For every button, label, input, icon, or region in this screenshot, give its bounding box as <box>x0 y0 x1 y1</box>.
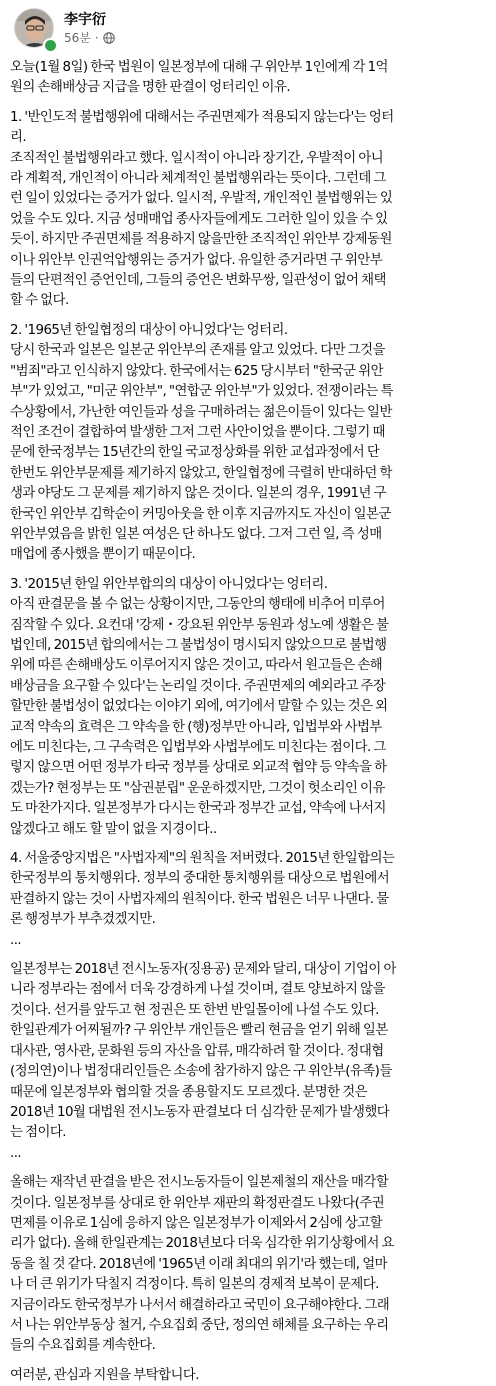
post-meta <box>64 29 115 46</box>
paragraph-this-year: 올해는 재작년 판결을 받은 전시노동자들이 일본제철의 재산을 매각할 것이다. 일본정부를 상대로 한 위안부 재판의 확정판결도 나왔다(주권 면제를 이유로 1심에 응하지 않은 일본정부가 이제와서 2심에 상고할 리가 없다). 올해 한일관계는 2018년보다 더욱 심각한 위기상황에서 요 동을 칠 것 같다. 2018년에 '1965년 이래 최대의 위기'라 했는데, 얼마 나 더 큰 위기가 닥칠지 걱정이다. 특히 일본의 경제적 보복이 문제다. 지금이라도 한국정부가 나서서 해결하라고 국민이 요구해야한다. 그래 서 나는 위안부동상 철거, 수요집회 중단, 정의연 해체를 요구하는 우리 들의 수요집회를 계속한다. <box>10 1175 394 1354</box>
paragraph-japan-response: 일본정부는 2018년 전시노동자(징용공) 문제와 달리, 대상이 기업이 아 니라 정부라는 점에서 더욱 강경하게 나설 것이며, 결토 양보하지 않을 것이다. 선거를 앞두고 현 정권은 또 한번 반일몰이에 나설 수도 있다. 한일관계가 어찌될까? 구 위안부 개인들은 빨리 현금을 얻기 위해 일본 대사관, 영사관, 문화원 등의 자산을 압류, 매각하려 할 것이다. 정대협 (정의연)이나 법정대리인들은 소송에 참가하지 않은 구 위안부(유족)들 때문에 일본정부와 협의할 것을 종용할지도 모르겠다. 분명한 것은 2018년 10월 대법원 전시노동자 판결보다 더 심각한 문제가 발생했다 는 점이다. ... <box>10 962 396 1161</box>
globe-icon[interactable] <box>103 32 115 44</box>
paragraph-intro: 오늘(1월 8일) 한국 법원이 일본정부에 대해 구 위안부 1인에게 각 1억 원의 손해배상금 지급을 명한 판결이 엉터리인 이유. <box>10 60 388 96</box>
post-body <box>10 58 488 1386</box>
paragraph-point-4: 4. 서울중앙지법은 "사법자제"의 원칙을 저버렸다. 2015년 한일합의는 한국정부의 통치행위다. 정부의 중대한 통치행위를 대상으로 법원에서 판결하지 않는 것이 사법자제의 원칙이다. 한국 법원은 너무 나댄다. 물 론 행정부가 부추겼겠지만. ... <box>10 851 395 948</box>
paragraph-point-3: 3. '2015년 한일 위안부합의의 대상이 아니었다'는 엉터리. 아직 판결문을 볼 수 없는 상황이지만, 그동안의 행태에 비추어 미루어 짐작할 수 있다. 요컨대 '강제・강요된 위안부 동원과 성노예 생활은 불 법인데, 2015년 합의에서는 그 불법성이 명시되지 않았으므로 불법행 위에 따른 손해배상도 이루어지지 않은 것이고, 따라서 원고들은 손해 배상금을 요구할 수 있다'는 논리일 것이다. 주권면제의 예외라고 주장 할만한 불법성이 없었다는 이야기 외에, 여기에서 말할 수 있는 것은 외 교적 약속의 효력은 그 약속을 한 (행)정부만 아니라, 입법부와 사법부 에도 미친다는, 그 구속력은 입법부와 사법부에도 미친다는 점이다. 그 렇지 않으면 어떤 정부가 타국 정부를 상대로 외교적 협약 등 약속을 하 겠는가? 현정부는 또 "삼권분립" 운운하겠지만, 그것이 헛소리인 이유 도 마찬가지다. 일본정부가 다시는 한국과 정부간 교섭, 약속에 나서지 않겠다고 해도 할 말이 없을 지경이다.. <box>10 576 389 837</box>
post-time[interactable]: 56분 <box>64 31 91 45</box>
meta-separator: · <box>94 30 99 45</box>
paragraph-point-2: 2. '1965년 한일협정의 대상이 아니었다'는 엉터리. 당시 한국과 일본은 일본군 위안부의 존재를 알고 있었다. 다만 그것을 "범죄"라고 인식하지 않았다. 한국에서는 625 당시부터 "한국군 위안 부"가 있었고, "미군 위안부", "연합군 위안부"가 있었다. 전쟁이라는 특 수상황에서, 가난한 여인들과 성을 구매하려는 젊은이들이 있다는 일반 적인 조건이 결합하여 발생한 그저 그런 사안이었을 뿐이다. 그렇기 때 문에 한국정부는 15년간의 한일 국교정상화를 위한 교섭과정에서 단 한번도 위안부문제를 제기하지 않았고, 한일협정에 극렬히 반대하던 학 생과 야당도 그 문제를 제기하지 않은 것이다. 일본의 경우, 1991년 구 한국인 위안부 김학순이 커밍아웃을 한 이후 지금까지도 자신이 일본군 위안부였음을 밝힌 일본 여성은 단 하나도 없다. 그저 그런 일, 즉 성매 매업에 종사했을 뿐이기 때문이다. <box>10 322 393 563</box>
online-status-dot <box>43 38 58 53</box>
author-name[interactable]: 李宇衍 <box>64 12 106 28</box>
post-header <box>0 0 496 58</box>
paragraph-point-1: 1. '반인도적 불법행위에 대해서는 주권면제가 적용되지 않는다'는 엉터 리. 조직적인 불법행위라고 했다. 일시적이 아니라 장기간, 우발적이 아니 라 계획적, 개인적이 아니라 체계적인 불법행위라는 뜻이다. 그런데 그 런 일이 있었다는 증거가 없다. 일시적, 우발적, 개인적인 불법행위는 있 었을 수도 있다. 지금 성매매업 종사자들에게도 그러한 일이 있을 수 있 듯이. 하지만 주권면제를 적용하지 않을만한 조직적인 위안부 강제동원 이나 위안부 인권억압행위는 증거가 없다. 유일한 증거라면 구 위안부 들의 단편적인 증언인데, 그들의 증언은 변화무쌍, 일관성이 없어 채택 할 수 없다. <box>10 109 394 309</box>
paragraph-closing: 여러분, 관심과 지원을 부탁합니다. <box>10 1367 199 1383</box>
